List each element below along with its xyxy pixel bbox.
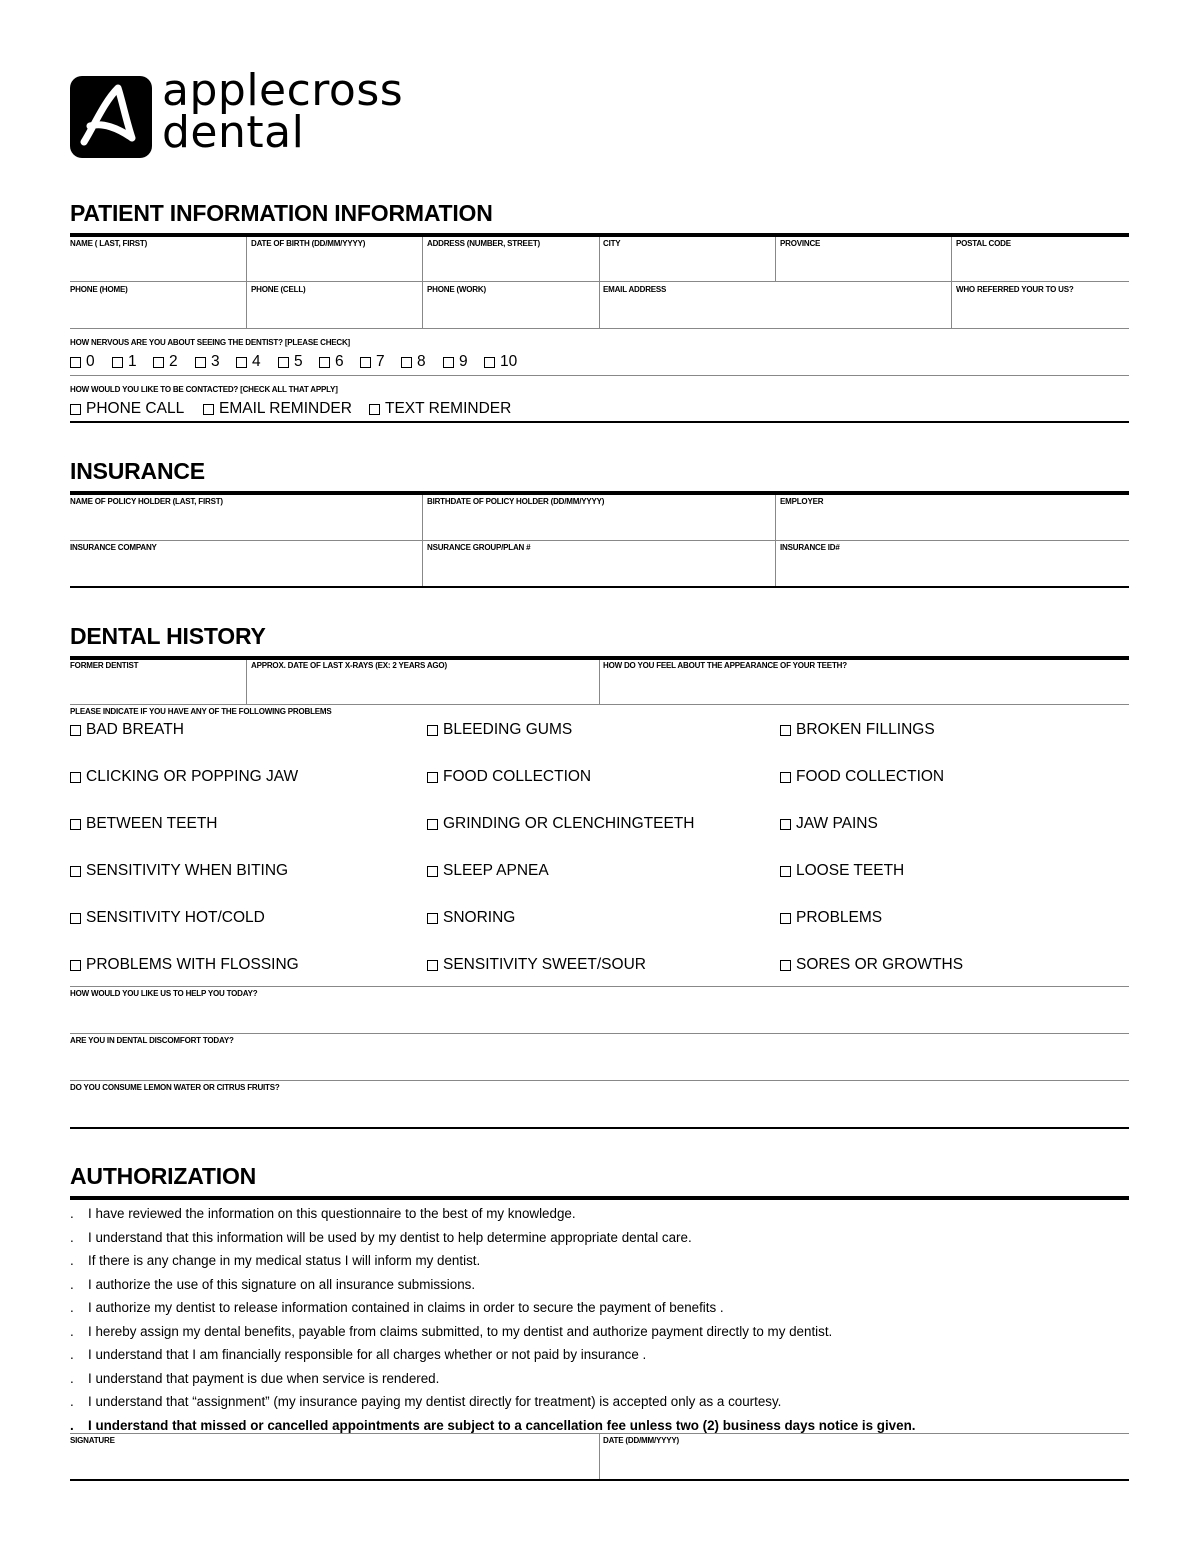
insurance-plan-field-label: NSURANCE GROUP/PLAN # xyxy=(427,543,531,552)
checkbox-icon[interactable] xyxy=(360,357,371,368)
policy-holder-dob-field-label: BIRTHDATE OF POLICY HOLDER (DD/MM/YYYY) xyxy=(427,497,605,506)
authorization-section-title: AUTHORIZATION xyxy=(70,1163,257,1189)
nervous-question-label: HOW NERVOUS ARE YOU ABOUT SEEING THE DENTIST? [PLEASE CHECK] xyxy=(70,338,351,347)
checkbox-icon[interactable] xyxy=(278,357,289,368)
checkbox-icon[interactable] xyxy=(427,772,438,783)
nervous-checkbox-2[interactable]: 2 xyxy=(153,353,178,371)
insurance-section-title: INSURANCE xyxy=(70,458,205,484)
email-field-label: EMAIL ADDRESS xyxy=(603,285,667,294)
list-item: . I authorize the use of this signature on all insurance submissions. xyxy=(70,1276,476,1292)
checkbox-icon[interactable] xyxy=(427,819,438,830)
checkbox-icon[interactable] xyxy=(427,725,438,736)
checkbox-icon[interactable] xyxy=(780,772,791,783)
city-field-label: CITY xyxy=(603,239,621,248)
problem-checkbox[interactable]: SENSITIVITY SWEET/SOUR xyxy=(427,956,646,974)
list-item: . If there is any change in my medical status I will inform my dentist. xyxy=(70,1253,481,1269)
checkbox-icon[interactable] xyxy=(203,404,214,415)
teeth-appearance-field-label: HOW DO YOU FEEL ABOUT THE APPEARANCE OF YOUR TEETH? xyxy=(603,661,847,670)
contact-text-checkbox[interactable]: TEXT REMINDER xyxy=(369,400,511,418)
checkbox-icon[interactable] xyxy=(70,913,81,924)
checkbox-icon[interactable] xyxy=(112,357,123,368)
patient-section-title: PATIENT INFORMATION INFORMATION xyxy=(70,200,493,226)
logo-line-1: applecross xyxy=(162,65,404,116)
dental-history-section-title: DENTAL HISTORY xyxy=(70,623,266,649)
checkbox-icon[interactable] xyxy=(443,357,454,368)
nervous-checkbox-10[interactable]: 10 xyxy=(484,353,517,371)
nervous-checkbox-6[interactable]: 6 xyxy=(319,353,344,371)
checkbox-icon[interactable] xyxy=(427,913,438,924)
problem-checkbox[interactable]: BROKEN FILLINGS xyxy=(780,721,935,739)
problem-checkbox[interactable]: FOOD COLLECTION xyxy=(780,768,944,786)
nervous-checkbox-8[interactable]: 8 xyxy=(401,353,426,371)
referral-field-label: WHO REFERRED YOUR TO US? xyxy=(956,285,1074,294)
checkbox-icon[interactable] xyxy=(70,404,81,415)
divider xyxy=(70,491,1129,495)
dob-field-label: DATE OF BIRTH (DD/MM/YYYY) xyxy=(251,239,366,248)
checkbox-icon[interactable] xyxy=(780,913,791,924)
signature-field-label: SIGNATURE xyxy=(70,1436,115,1445)
contact-phone-checkbox[interactable]: PHONE CALL xyxy=(70,400,184,418)
discomfort-question-label: ARE YOU IN DENTAL DISCOMFORT TODAY? xyxy=(70,1036,234,1045)
insurance-company-field-label: INSURANCE COMPANY xyxy=(70,543,157,552)
problem-checkbox[interactable]: PROBLEMS WITH FLOSSING xyxy=(70,956,299,974)
checkbox-icon[interactable] xyxy=(780,725,791,736)
checkbox-icon[interactable] xyxy=(319,357,330,368)
phone-home-field-label: PHONE (HOME) xyxy=(70,285,128,294)
postal-code-field-label: POSTAL CODE xyxy=(956,239,1011,248)
divider xyxy=(70,1196,1129,1200)
nervous-checkbox-0[interactable]: 0 xyxy=(70,353,95,371)
authorization-statements xyxy=(70,1202,1129,1437)
phone-cell-field-label: PHONE (CELL) xyxy=(251,285,306,294)
problem-checkbox[interactable]: CLICKING OR POPPING JAW xyxy=(70,768,298,786)
checkbox-icon[interactable] xyxy=(153,357,164,368)
nervous-checkbox-4[interactable]: 4 xyxy=(236,353,261,371)
province-field-label: PROVINCE xyxy=(780,239,821,248)
nervous-checkbox-5[interactable]: 5 xyxy=(278,353,303,371)
employer-field-label: EMPLOYER xyxy=(780,497,824,506)
citrus-question-label: DO YOU CONSUME LEMON WATER OR CITRUS FRUITS? xyxy=(70,1083,280,1092)
problem-checkbox[interactable]: BETWEEN TEETH xyxy=(70,815,217,833)
list-item: . I understand that missed or cancelled appointments are subject to a cancellation fee unless two (2) business days notice is given. xyxy=(70,1417,916,1433)
logo-line-2: dental xyxy=(162,107,305,158)
checkbox-icon[interactable] xyxy=(780,819,791,830)
help-question-label: HOW WOULD YOU LIKE US TO HELP YOU TODAY? xyxy=(70,989,258,998)
list-item: . I understand that “assignment” (my insurance paying my dentist directly for treatment) is accepted only as a courtesy. xyxy=(70,1394,782,1410)
former-dentist-field-label: FORMER DENTIST xyxy=(70,661,139,670)
problem-checkbox[interactable]: GRINDING OR CLENCHINGTEETH xyxy=(427,815,694,833)
phone-work-field-label: PHONE (WORK) xyxy=(427,285,486,294)
checkbox-icon[interactable] xyxy=(236,357,247,368)
list-item: . I hereby assign my dental benefits, payable from claims submitted, to my dentist and authorize payment directly to my dentist. xyxy=(70,1323,833,1339)
nervous-checkbox-7[interactable]: 7 xyxy=(360,353,385,371)
list-item: . I have reviewed the information on this questionnaire to the best of my knowledge. xyxy=(70,1206,576,1222)
checkbox-icon[interactable] xyxy=(427,960,438,971)
problem-checkbox[interactable]: JAW PAINS xyxy=(780,815,878,833)
problem-checkbox[interactable]: LOOSE TEETH xyxy=(780,862,904,880)
checkbox-icon[interactable] xyxy=(401,357,412,368)
address-field-label: ADDRESS (NUMBER, STREET) xyxy=(427,239,540,248)
problem-checkbox[interactable]: SENSITIVITY HOT/COLD xyxy=(70,909,265,927)
checkbox-icon[interactable] xyxy=(780,960,791,971)
checkbox-icon[interactable] xyxy=(70,772,81,783)
checkbox-icon[interactable] xyxy=(195,357,206,368)
name-field-label: NAME ( LAST, FIRST) xyxy=(70,239,148,248)
logo-mark-icon xyxy=(70,76,152,158)
checkbox-icon[interactable] xyxy=(70,960,81,971)
checkbox-icon[interactable] xyxy=(70,866,81,877)
xray-date-field-label: APPROX. DATE OF LAST X-RAYS (EX: 2 YEARS AGO) xyxy=(251,661,447,670)
nervous-checkbox-1[interactable]: 1 xyxy=(112,353,137,371)
nervous-checkbox-3[interactable]: 3 xyxy=(195,353,220,371)
problem-checkbox[interactable]: BAD BREATH xyxy=(70,721,184,739)
checkbox-icon[interactable] xyxy=(369,404,380,415)
problem-checkbox[interactable]: BLEEDING GUMS xyxy=(427,721,572,739)
list-item: . I understand that I am financially responsible for all charges whether or not paid by insurance . xyxy=(70,1347,647,1363)
checkbox-icon[interactable] xyxy=(70,725,81,736)
checkbox-icon[interactable] xyxy=(780,866,791,877)
signature-date-field-label: DATE (DD/MM/YYYY) xyxy=(603,1436,680,1445)
problems-question-label: PLEASE INDICATE IF YOU HAVE ANY OF THE FOLLOWING PROBLEMS xyxy=(70,707,332,716)
checkbox-icon[interactable] xyxy=(70,819,81,830)
problem-checkbox[interactable]: SENSITIVITY WHEN BITING xyxy=(70,862,288,880)
list-item: . I understand that payment is due when service is rendered. xyxy=(70,1370,440,1386)
list-item: . I authorize my dentist to release information contained in claims in order to secure the payment of benefits . xyxy=(70,1300,724,1316)
checkbox-icon[interactable] xyxy=(70,357,81,368)
checkbox-icon[interactable] xyxy=(427,866,438,877)
checkbox-icon[interactable] xyxy=(484,357,495,368)
nervous-checkbox-9[interactable]: 9 xyxy=(443,353,468,371)
problem-checkbox[interactable]: PROBLEMS xyxy=(780,909,882,927)
policy-holder-field-label: NAME OF POLICY HOLDER (LAST, FIRST) xyxy=(70,497,223,506)
insurance-id-field-label: INSURANCE ID# xyxy=(780,543,840,552)
problem-checkbox[interactable]: SORES OR GROWTHS xyxy=(780,956,963,974)
contact-question-label: HOW WOULD YOU LIKE TO BE CONTACTED? [CHECK ALL THAT APPLY] xyxy=(70,385,338,394)
contact-email-checkbox[interactable]: EMAIL REMINDER xyxy=(203,400,352,418)
list-item: . I understand that this information will be used by my dentist to help determine appropriate dental care. xyxy=(70,1229,692,1245)
problem-checkbox[interactable]: FOOD COLLECTION xyxy=(427,768,591,786)
problem-checkbox[interactable]: SLEEP APNEA xyxy=(427,862,549,880)
clinic-logo xyxy=(70,65,450,162)
logo-wordmark xyxy=(162,65,404,158)
problem-checkbox[interactable]: SNORING xyxy=(427,909,515,927)
